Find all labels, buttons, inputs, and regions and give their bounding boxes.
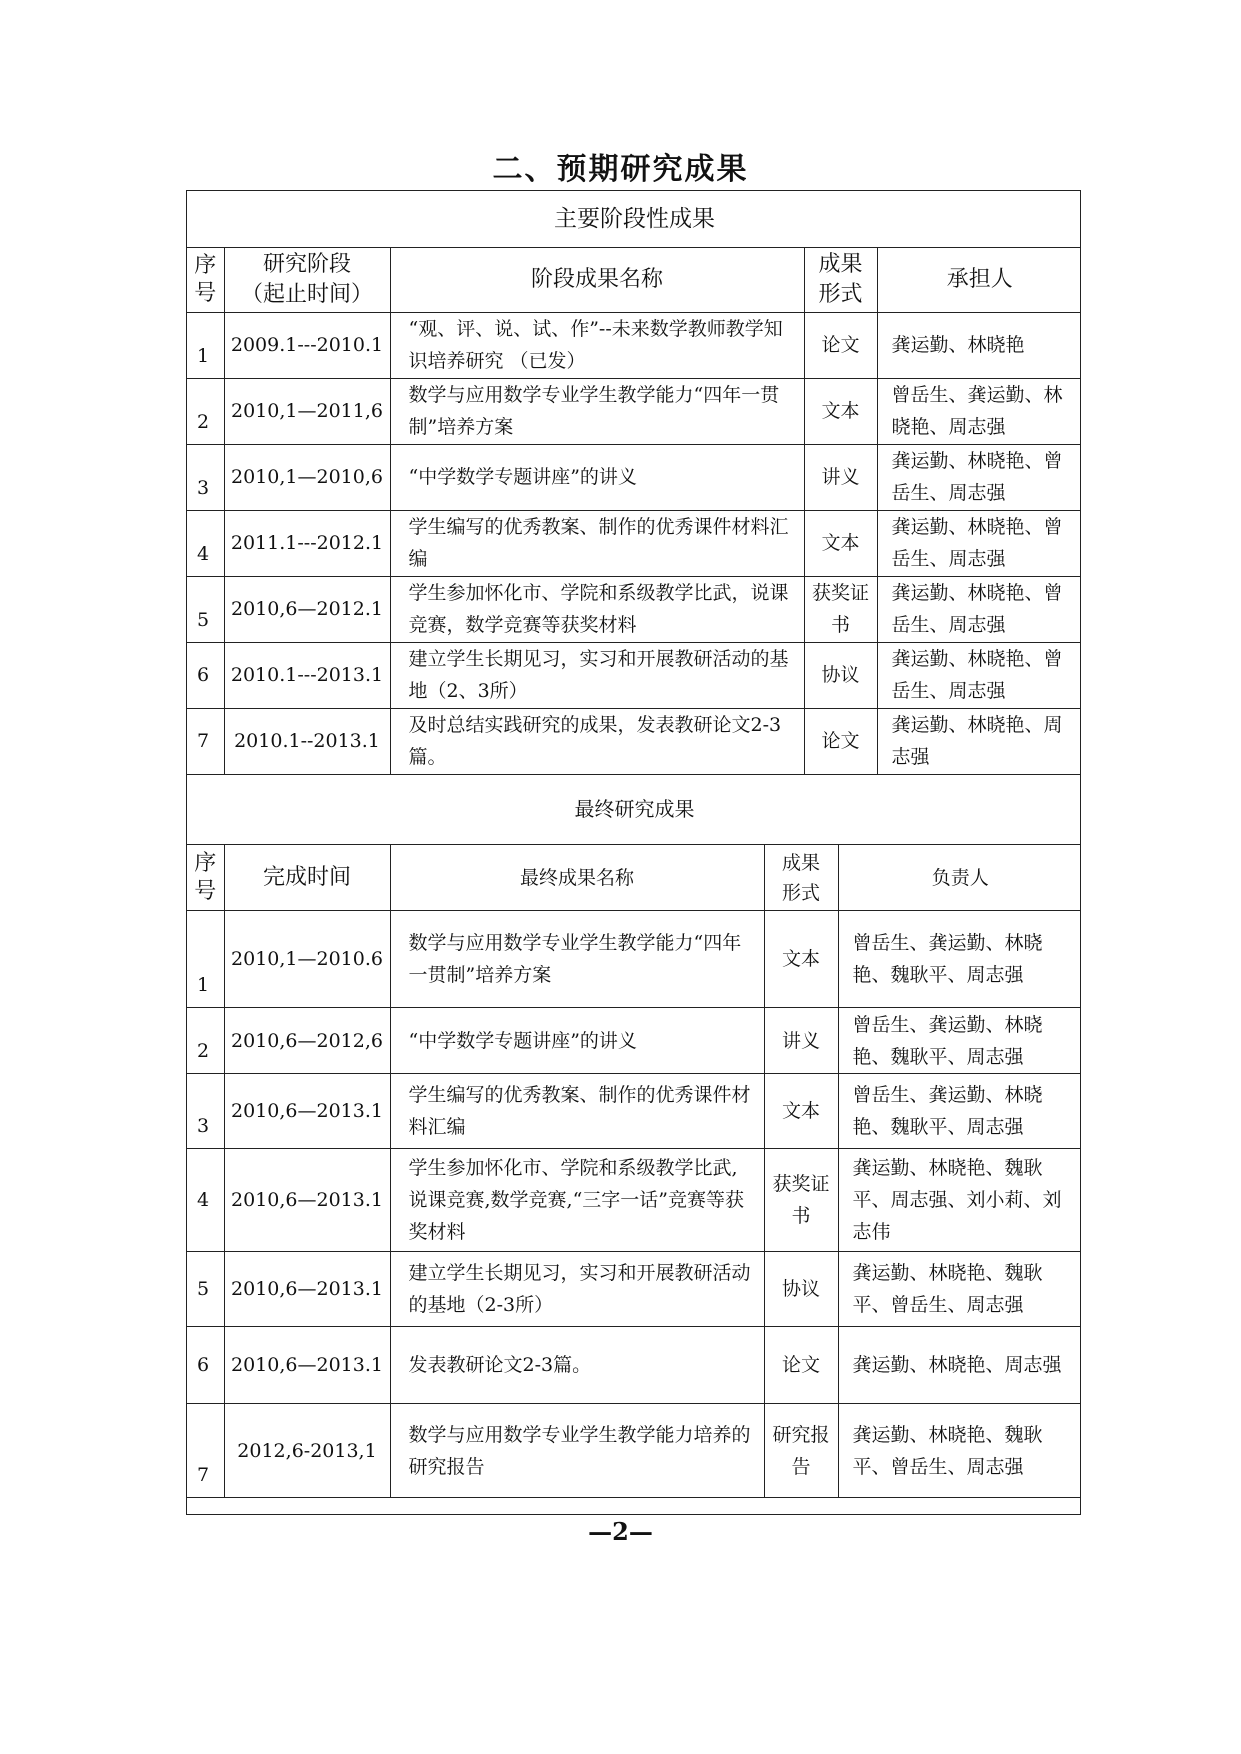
header-period-sub: （起止时间） bbox=[240, 281, 373, 307]
row-time: 2010,6—2013.1 bbox=[224, 1252, 390, 1327]
header-name: 阶段成果名称 bbox=[390, 247, 804, 312]
table-row bbox=[187, 378, 1081, 444]
row-form: 论文 bbox=[804, 312, 877, 378]
header-form: 成果形式 bbox=[804, 247, 877, 312]
row-form: 文本 bbox=[764, 911, 838, 1008]
row-seq: 7 bbox=[187, 1404, 224, 1498]
row-owner: 龚运勤、林晓艳、周志强 bbox=[877, 708, 1081, 774]
table-row bbox=[187, 1404, 1081, 1498]
row-seq: 5 bbox=[187, 1252, 224, 1327]
row-owner: 龚运勤、林晓艳、曾岳生、周志强 bbox=[877, 642, 1081, 708]
header-name: 最终成果名称 bbox=[390, 845, 764, 911]
table-row bbox=[187, 1252, 1081, 1327]
row-name: 数学与应用数学专业学生教学能力“四年一贯制”培养方案 bbox=[390, 911, 764, 1008]
row-time: 2010,6—2013.1 bbox=[224, 1149, 390, 1252]
row-name: 学生编写的优秀教案、制作的优秀课件材料汇编 bbox=[390, 510, 804, 576]
header-time: 完成时间 bbox=[224, 845, 390, 911]
row-form: 文本 bbox=[804, 378, 877, 444]
header-owner: 负责人 bbox=[838, 845, 1081, 911]
page-number: —2— bbox=[588, 1517, 653, 1546]
row-owner: 龚运勤、林晓艳、魏耿平、曾岳生、周志强 bbox=[838, 1252, 1081, 1327]
row-owner: 龚运勤、林晓艳、魏耿平、周志强、刘小莉、刘志伟 bbox=[838, 1149, 1081, 1252]
row-name: 建立学生长期见习，实习和开展教研活动的基地（2、3所） bbox=[390, 642, 804, 708]
row-owner: 龚运勤、林晓艳、曾岳生、周志强 bbox=[877, 444, 1081, 510]
table-row bbox=[187, 642, 1081, 708]
row-form: 研究报告 bbox=[764, 1404, 838, 1498]
table-row bbox=[187, 510, 1081, 576]
row-name: 数学与应用数学专业学生教学能力“四年一贯制”培养方案 bbox=[390, 378, 804, 444]
row-form: 获奖证书 bbox=[764, 1149, 838, 1252]
row-form: 论文 bbox=[804, 708, 877, 774]
table-row bbox=[187, 576, 1081, 642]
row-time: 2010,1—2010.6 bbox=[224, 911, 390, 1008]
row-seq: 3 bbox=[187, 1074, 224, 1149]
table-row bbox=[187, 708, 1081, 774]
row-owner: 曾岳生、龚运勤、林晓艳、魏耿平、周志强 bbox=[838, 911, 1081, 1008]
row-seq: 6 bbox=[187, 642, 224, 708]
table-row bbox=[187, 1149, 1081, 1252]
row-owner: 龚运勤、林晓艳、曾岳生、周志强 bbox=[877, 510, 1081, 576]
row-form: 文本 bbox=[804, 510, 877, 576]
row-owner: 曾岳生、龚运勤、林晓艳、魏耿平、周志强 bbox=[838, 1008, 1081, 1074]
row-period: 2010,1—2010,6 bbox=[224, 444, 390, 510]
table-row bbox=[187, 1327, 1081, 1404]
row-time: 2010,6—2013.1 bbox=[224, 1074, 390, 1149]
row-name: 学生参加怀化市、学院和系级教学比武，说课竞赛，数学竞赛等获奖材料 bbox=[390, 576, 804, 642]
row-time: 2012,6-2013,1 bbox=[224, 1404, 390, 1498]
table-row bbox=[187, 1008, 1081, 1074]
row-period: 2010.1--2013.1 bbox=[224, 708, 390, 774]
stage-results-table bbox=[187, 191, 1081, 775]
row-name: 发表教研论文2-3篇。 bbox=[390, 1327, 764, 1404]
row-name: 学生编写的优秀教案、制作的优秀课件材料汇编 bbox=[390, 1074, 764, 1149]
row-seq: 7 bbox=[187, 708, 224, 774]
row-seq: 6 bbox=[187, 1327, 224, 1404]
row-name: “中学数学专题讲座”的讲义 bbox=[390, 444, 804, 510]
header-period-label: 研究阶段 bbox=[262, 251, 351, 277]
row-seq: 1 bbox=[187, 911, 224, 1008]
table-row bbox=[187, 444, 1081, 510]
table-row bbox=[187, 312, 1081, 378]
row-owner: 龚运勤、林晓艳 bbox=[877, 312, 1081, 378]
row-seq: 3 bbox=[187, 444, 224, 510]
row-seq: 4 bbox=[187, 1149, 224, 1252]
header-period bbox=[224, 247, 390, 312]
stage-header-row bbox=[187, 247, 1081, 312]
row-name: 建立学生长期见习，实习和开展教研活动的基地（2-3所） bbox=[390, 1252, 764, 1327]
results-table-frame bbox=[186, 190, 1081, 1515]
header-form: 成果形式 bbox=[764, 845, 838, 911]
final-section-heading: 最终研究成果 bbox=[187, 775, 1081, 845]
row-name: 数学与应用数学专业学生教学能力培养的研究报告 bbox=[390, 1404, 764, 1498]
row-form: 论文 bbox=[764, 1327, 838, 1404]
header-owner: 承担人 bbox=[877, 247, 1081, 312]
row-period: 2010,1—2011,6 bbox=[224, 378, 390, 444]
row-time: 2010,6—2013.1 bbox=[224, 1327, 390, 1404]
row-period: 2009.1---2010.1 bbox=[224, 312, 390, 378]
row-owner: 曾岳生、龚运勤、林晓艳、周志强 bbox=[877, 378, 1081, 444]
row-form: 文本 bbox=[764, 1074, 838, 1149]
stage-section-heading: 主要阶段性成果 bbox=[187, 191, 1081, 247]
row-owner: 龚运勤、林晓艳、曾岳生、周志强 bbox=[877, 576, 1081, 642]
row-name: 学生参加怀化市、学院和系级教学比武,说课竞赛,数学竞赛,“三字一话”竞赛等获奖材料 bbox=[390, 1149, 764, 1252]
row-period: 2011.1---2012.1 bbox=[224, 510, 390, 576]
page-title: 二、预期研究成果 bbox=[492, 152, 749, 187]
header-seq: 序号 bbox=[187, 247, 224, 312]
final-results-table bbox=[187, 775, 1081, 1499]
row-owner: 龚运勤、林晓艳、周志强 bbox=[838, 1327, 1081, 1404]
row-form: 协议 bbox=[804, 642, 877, 708]
row-form: 协议 bbox=[764, 1252, 838, 1327]
row-owner: 曾岳生、龚运勤、林晓艳、魏耿平、周志强 bbox=[838, 1074, 1081, 1149]
row-form: 讲义 bbox=[804, 444, 877, 510]
table-row bbox=[187, 911, 1081, 1008]
row-period: 2010,6—2012.1 bbox=[224, 576, 390, 642]
row-name: “观、评、说、试、作”--未来数学教师教学知识培养研究 （已发） bbox=[390, 312, 804, 378]
row-name: “中学数学专题讲座”的讲义 bbox=[390, 1008, 764, 1074]
row-name: 及时总结实践研究的成果，发表教研论文2-3篇。 bbox=[390, 708, 804, 774]
row-time: 2010,6—2012,6 bbox=[224, 1008, 390, 1074]
table-row bbox=[187, 1074, 1081, 1149]
header-seq: 序号 bbox=[187, 845, 224, 911]
final-header-row bbox=[187, 845, 1081, 911]
row-seq: 2 bbox=[187, 378, 224, 444]
row-form: 获奖证书 bbox=[804, 576, 877, 642]
row-period: 2010.1---2013.1 bbox=[224, 642, 390, 708]
row-seq: 2 bbox=[187, 1008, 224, 1074]
row-seq: 5 bbox=[187, 576, 224, 642]
row-form: 讲义 bbox=[764, 1008, 838, 1074]
row-seq: 4 bbox=[187, 510, 224, 576]
row-seq: 1 bbox=[187, 312, 224, 378]
row-owner: 龚运勤、林晓艳、魏耿平、曾岳生、周志强 bbox=[838, 1404, 1081, 1498]
